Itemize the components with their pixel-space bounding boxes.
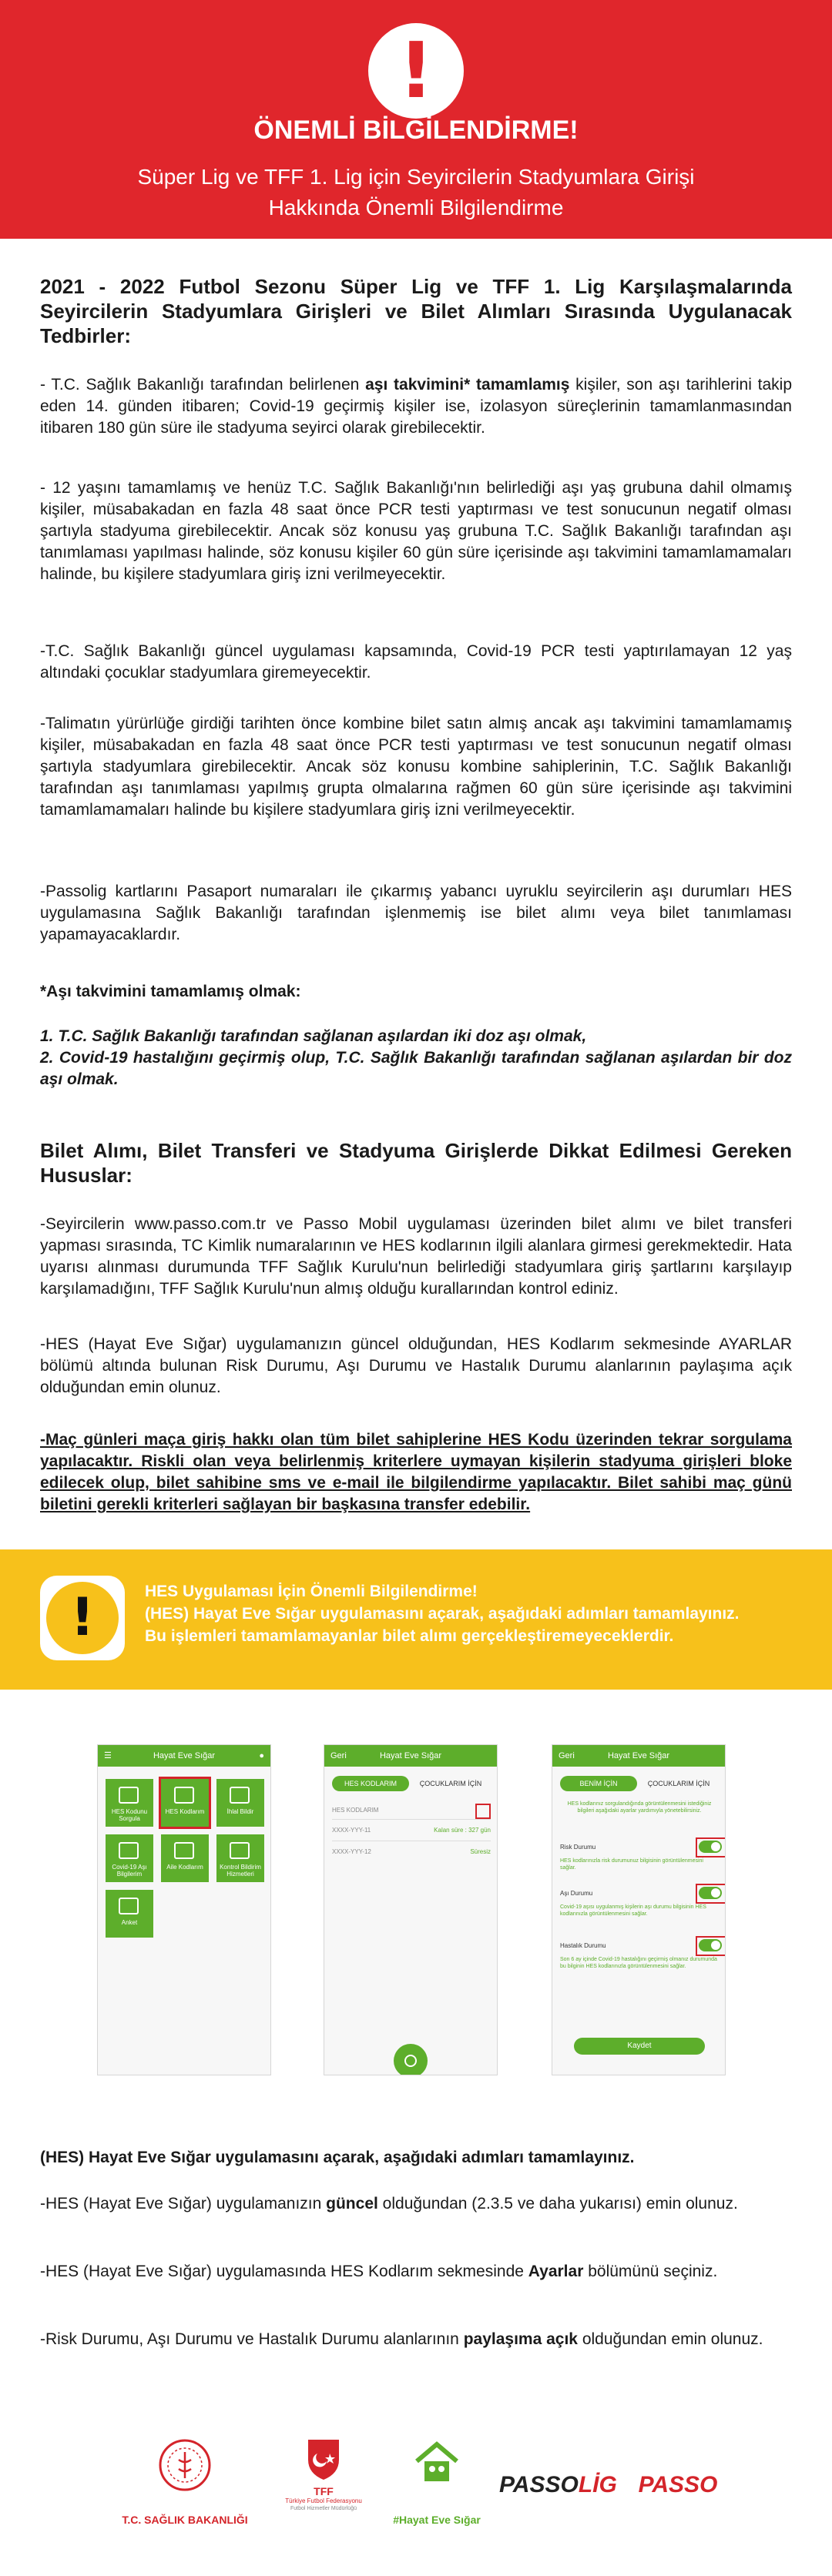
passo-logo: PASSO bbox=[638, 2472, 718, 2497]
paragraph: -T.C. Sağlık Bakanlığı güncel uygulaması kapsamında, Covid-19 PCR testi yaptırılamayan 12 yaş altındaki çocuklar stadyumlara giremeyecektir. bbox=[40, 642, 792, 682]
section-heading: Bilet Alımı, Bilet Transferi ve Stadyuma Girişlerde Dikkat Edilmesi Gereken Hususlar: bbox=[40, 1139, 792, 1187]
paragraph: - 12 yaşını tamamlamış ve henüz T.C. Sağlık Bakanlığı'nın belirlediği aşı yaş grubuna dahil olmamış kişiler, müsabakadan en fazla 48 saat önce PCR testi yaptırması ve test sonucunun negatif olması şartıyla stadyuma girebilecektir. Ancak söz konusu yaş grubuna T.C. Sağlık Bakanlığı tarafından aşı tanımlaması yapılması halinde, söz konusu kişiler 60 gün süre içerisinde aşı takvimini tamamlamamaları halinde, bu kişilere stadyumlara giriş izni verilmeyecektir. bbox=[40, 479, 792, 583]
passolig-logo: PASSOLİG bbox=[499, 2472, 617, 2497]
tab-hes-kodlarim[interactable]: HES KODLARIM bbox=[332, 1776, 409, 1791]
hes-info-banner bbox=[0, 1549, 832, 1690]
header-banner bbox=[0, 0, 832, 239]
hayat-eve-sigar-logo: #Hayat Eve Sığar bbox=[387, 2434, 487, 2526]
paragraph: -Seyircilerin www.passo.com.tr ve Passo Mobil uygulaması üzerinden bilet alımı ve bilet transferi yapması sırasında, TC Kimlik numaralarının ve HES kodlarının ilgili alanlara girmesi gerekmektedir. Hata uyarısı alınması durumunda TFF Sağlık Kurulu'nun belirlediği stadyumlara giriş şartlarını karşılayıp karşılamadığını, TFF Sağlık Kurulu'nun almış olduğu kurallarından kontrol ediniz. bbox=[40, 1215, 792, 1298]
paragraph: -HES (Hayat Eve Sığar) uygulamanızın güncel olduğundan, HES Kodlarım sekmesinde AYARLAR bölümü altında bulunan Risk Durumu, Aşı Durumu ve Hastalık Durumu alanlarının paylaşıma açık olduğundan emin olunuz. bbox=[40, 1335, 792, 1396]
saglik-seal-icon bbox=[158, 2438, 212, 2492]
tab-cocuklarim[interactable]: ÇOCUKLARIM İÇİN bbox=[647, 1780, 710, 1787]
banner-line: (HES) Hayat Eve Sığar uygulamasını açarak, aşağıdaki adımları tamamlayınız. bbox=[145, 1605, 740, 1623]
step: -Risk Durumu, Aşı Durumu ve Hastalık Durumu alanlarının paylaşıma açık olduğundan emin olunuz. bbox=[40, 2330, 763, 2348]
setting-asi: Aşı Durumu bbox=[560, 1890, 593, 1897]
alert-icon: ! bbox=[368, 23, 464, 119]
footnote-title: *Aşı takvimini tamamlamış olmak: bbox=[40, 983, 301, 1000]
tile-asi-bilgilerim[interactable]: Covid-19 Aşı Bilgilerim bbox=[106, 1834, 153, 1882]
setting-hastalik: Hastalık Durumu bbox=[560, 1942, 606, 1949]
tile-hes-kodlarim[interactable]: HES Kodlarım bbox=[161, 1779, 209, 1827]
section-measures bbox=[40, 274, 792, 348]
footnote-list: 1. T.C. Sağlık Bakanlığı tarafından sağlanan aşılardan iki doz aşı olmak, 2. Covid-19 hastalığını geçirmiş olup, T.C. Sağlık Bakanlığı tarafından sağlanan aşılardan bir doz aşı olmak. bbox=[40, 1027, 792, 1088]
paragraph: -Talimatın yürürlüğe girdiği tarihten önce kombine bilet satın almış ancak aşı takvimini tamamlamamış kişiler, müsabakadan en fazla 48 saat önce PCR testi yaptırması ve test sonucunun negatif olması şartıyla stadyumlara girebilecektir. Ancak söz konusu kombine sahiplerinin, T.C. Sağlık Bakanlığı tarafından aşı tanımlaması yapılmış grupta olmalarına rağmen 60 gün süre içerisinde aşı takvimini tamamlamamaları halinde bu kişilere stadyumlara giriş izni verilmeyecektir. bbox=[40, 715, 792, 819]
tab-cocuklarim[interactable]: ÇOCUKLARIM İÇİN bbox=[419, 1780, 482, 1787]
profile-icon: ● bbox=[259, 1751, 264, 1760]
house-icon bbox=[412, 2438, 461, 2487]
paragraph-important: -Maç günleri maça giriş hakkı olan tüm bilet sahiplerine HES Kodu üzerinden tekrar sorgulama yapılacaktır. Riskli olan veya belirlenmiş kriterlere uymayan kişilerin stadyuma girişleri bloke edilecek olup, bilet sahibine sms ve e-mail ile bilgilendirme yapılacaktır. Bilet sahibi maç günü biletini gerekli kriterleri sağlayan bir başkasına transfer edebilir. bbox=[40, 1431, 792, 1513]
tile-anket[interactable]: Anket bbox=[106, 1890, 153, 1938]
paragraph: -Passolig kartlarını Pasaport numaraları ile çıkarmış yabancı uyruklu seyircilerin aşı durumları HES uygulamasına Sağlık Bakanlığı tarafından işlenmemiş ise bilet alımı veya bilet tanımlaması yapamayacaklardır. bbox=[40, 883, 792, 943]
tab-benim-icin[interactable]: BENİM İÇİN bbox=[560, 1776, 637, 1791]
tile-kontrol[interactable]: Kontrol Bildirim Hizmetleri bbox=[216, 1834, 264, 1882]
save-button[interactable]: Kaydet bbox=[574, 2038, 705, 2055]
page-title: ÖNEMLİ BİLGİLENDİRME! bbox=[253, 116, 579, 145]
tile-aile-kodlarim[interactable]: Aile Kodlarım bbox=[161, 1834, 209, 1882]
page-subtitle: Süper Lig ve TFF 1. Lig için Seyircilerin Stadyumlara Girişi Hakkında Önemli Bilgilendirme bbox=[137, 165, 695, 219]
hes-search-label: HES KODLARIM bbox=[332, 1807, 379, 1814]
phone-screenshot-settings: Geri Hayat Eve Sığar BENİM İÇİN ÇOCUKLARIM İÇİN HES kodlarınız sorgulandığında görüntülenmesini istediğiniz bilgileri aşağıdaki ayarlar yardımıyla yönetebilirsiniz. Risk Durumu HES kodlarınızla risk durumunuz bilgisinin görüntülenmesini sağlar. Aşı Durumu Covid-19 aşısı uygulanmış kişilerin aşı durumu bilgisinin HES kodlarınızla görüntülenmesini sağlar. Hastalık Durumu Son 6 ay içinde Covid-19 hastalığını geçirmiş olmanız durumunda bu bilginin HES kodlarınızla görüntülenmesini sağlar. Kaydet bbox=[552, 1744, 726, 2075]
add-hes-button[interactable] bbox=[394, 2044, 428, 2075]
steps-intro: (HES) Hayat Eve Sığar uygulamasını açarak, aşağıdaki adımları tamamlayınız. bbox=[40, 2149, 635, 2166]
phone-screenshot-home: ☰ Hayat Eve Sığar ● HES Kodunu Sorgula HES Kodlarım İhlal Bildir Covid-19 Aşı Bilgilerim Aile Kodlarım Kontrol Bildirim Hizmetleri Anket bbox=[97, 1744, 271, 2075]
tile-hes-sorgula[interactable]: HES Kodunu Sorgula bbox=[106, 1779, 153, 1827]
tff-logo: TFF Türkiye Futbol Federasyonu Futbol Hizmetler Müdürlüğü bbox=[270, 2434, 377, 2526]
settings-icon[interactable] bbox=[475, 1804, 491, 1819]
menu-icon: ☰ bbox=[104, 1751, 112, 1760]
step: -HES (Hayat Eve Sığar) uygulamanızın güncel olduğundan (2.3.5 ve daha yukarısı) emin olunuz. bbox=[40, 2195, 738, 2213]
paragraph: - T.C. Sağlık Bakanlığı tarafından belirlenen aşı takvimini* tamamlamış kişiler, son aşı tarihlerini takip eden 14. günden itibaren; Covid-19 geçirmiş kişiler ise, izolasyon süreçlerinin tamamlanmasından itibaren 180 gün süre ile stadyuma seyirci olarak girebilecektir. bbox=[40, 376, 793, 437]
banner-title: HES Uygulaması İçin Önemli Bilgilendirme! bbox=[145, 1583, 478, 1600]
setting-risk: Risk Durumu bbox=[560, 1844, 596, 1851]
warning-icon: ! bbox=[40, 1576, 125, 1660]
phone-screenshot-hes-codes: Geri Hayat Eve Sığar HES KODLARIM ÇOCUKLARIM İÇİN HES KODLARIM XXXX-YYY-11 Kalan süre : 327 gün XXXX-YYY-12 Süresiz bbox=[324, 1744, 498, 2075]
section-ticket-rules bbox=[40, 1138, 792, 1188]
saglik-bakanligi-logo: T.C. SAĞLIK BAKANLIĞI bbox=[116, 2434, 254, 2526]
tff-crest-icon bbox=[305, 2437, 342, 2481]
hes-code-row[interactable]: XXXX-YYY-11 Kalan süre : 327 gün bbox=[332, 1827, 491, 1834]
section-heading: 2021 - 2022 Futbol Sezonu Süper Lig ve TFF 1. Lig Karşılaşmalarında Seyircilerin Stadyumlara Girişleri ve Bilet Alımları Sırasında Uygulanacak Tedbirler: bbox=[40, 275, 792, 347]
step: -HES (Hayat Eve Sığar) uygulamasında HES Kodlarım sekmesinde Ayarlar bölümünü seçiniz. bbox=[40, 2263, 718, 2280]
hes-code-row[interactable]: XXXX-YYY-12 Süresiz bbox=[332, 1848, 491, 1855]
banner-line: Bu işlemleri tamamlamayanlar bilet alımı gerçekleştiremeyeceklerdir. bbox=[145, 1627, 674, 1645]
tile-ihlal-bildir[interactable]: İhlal Bildir bbox=[216, 1779, 264, 1827]
